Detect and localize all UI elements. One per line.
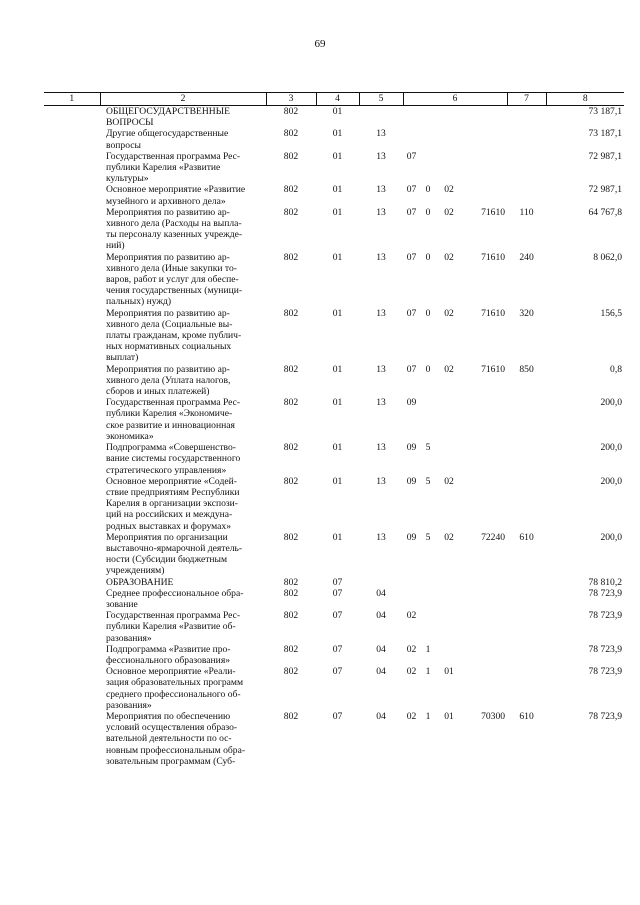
row-col-4: 01: [332, 442, 343, 454]
row-amount: 200,0: [600, 475, 623, 487]
row-col-7: [507, 442, 546, 476]
row-target-program: 09: [406, 442, 417, 454]
row-amount: 78 723,9: [588, 643, 623, 655]
row-target-subprogram: [420, 151, 436, 185]
row-col-4: 01: [332, 531, 343, 543]
row-target-subprogram: [420, 610, 436, 644]
row-amount: 200,0: [600, 531, 623, 543]
row-col-7: [507, 151, 546, 185]
row-amount: 72 987,1: [588, 184, 623, 196]
row-col-5: 04: [376, 643, 386, 655]
row-col-4: 07: [332, 710, 343, 722]
row-target-program: [403, 588, 420, 610]
row-target-program: 02: [406, 666, 417, 678]
row-target-event: [436, 644, 462, 666]
row-col-4: 01: [332, 150, 343, 162]
row-amount: 78 723,9: [588, 587, 623, 599]
row-col-7: [507, 588, 546, 610]
row-target-event: 02: [444, 251, 454, 263]
row-target-event: 02: [444, 184, 454, 196]
row-col-7: 110: [519, 206, 534, 218]
row-target-code: [462, 610, 507, 644]
row-col-7: [507, 610, 546, 644]
row-target-subprogram: [420, 577, 436, 588]
row-col-7: 320: [519, 307, 534, 319]
row-col-7: 610: [519, 710, 534, 722]
row-name: Среднее профессиональное обра- зование: [106, 587, 244, 610]
row-col-5: 13: [376, 150, 386, 162]
row-target-event: [436, 106, 462, 129]
row-target-code: [462, 397, 507, 442]
row-target-code: [462, 476, 507, 532]
row-target-program: 07: [406, 307, 417, 319]
row-target-program: 07: [406, 251, 417, 263]
row-col-5: 04: [376, 710, 386, 722]
row-target-subprogram: [420, 128, 436, 150]
row-col-3: 802: [283, 442, 299, 454]
row-target-code: [462, 151, 507, 185]
header-col-1: 1: [44, 93, 100, 106]
row-target-program: 02: [406, 643, 417, 655]
row-target-program: 07: [406, 363, 417, 375]
row-target-program: 07: [406, 206, 417, 218]
row-target-code: [462, 577, 507, 588]
row-amount: 0,8: [610, 363, 623, 375]
row-col-7: [507, 644, 546, 666]
row-target-event: [436, 610, 462, 644]
table-header-row: [44, 93, 624, 106]
table-row: [44, 151, 624, 185]
row-target-program: 09: [406, 397, 417, 409]
row-target-program: [403, 128, 420, 150]
table-row: [44, 184, 624, 206]
row-col-3: 802: [283, 307, 299, 319]
row-target-program: 02: [406, 610, 417, 622]
row-target-event: [436, 151, 462, 185]
row-amount: 8 062,0: [593, 251, 623, 263]
header-col-3: 3: [266, 93, 316, 106]
table-row: [44, 532, 624, 577]
row-target-subprogram: 1: [425, 643, 431, 655]
row-col-7: [507, 577, 546, 588]
row-amount: 78 723,9: [588, 610, 623, 622]
row-col-3: 802: [283, 643, 299, 655]
row-col-4: 01: [332, 363, 343, 375]
table-row: [44, 252, 624, 308]
row-target-code: 71610: [481, 307, 506, 319]
row-name: Подпрограмма «Развитие про- фессионального образования»: [106, 643, 231, 666]
row-target-subprogram: 1: [425, 666, 431, 678]
row-col-7: 240: [519, 251, 534, 263]
row-col-4: 07: [332, 643, 343, 655]
row-target-subprogram: 5: [425, 442, 431, 454]
table-row: [44, 442, 624, 476]
row-name: Мероприятия по развитию ар- хивного дела (Уплата налогов, сборов и иных платежей): [106, 363, 231, 398]
row-col-3: 802: [283, 363, 299, 375]
row-amount: 64 767,8: [588, 206, 623, 218]
row-target-code: [462, 666, 507, 711]
row-target-code: 71610: [481, 206, 506, 218]
row-target-event: [436, 442, 462, 476]
row-amount: 156,5: [600, 307, 623, 319]
row-col-5: 13: [376, 184, 386, 196]
row-col-4: 01: [332, 397, 343, 409]
row-target-program: 09: [406, 475, 417, 487]
row-col-3: 802: [283, 610, 299, 622]
row-name: Другие общегосударственные вопросы: [106, 128, 229, 151]
header-col-4: 4: [316, 93, 359, 106]
row-col-7: [507, 106, 546, 129]
table-row: [44, 711, 624, 767]
row-target-program: 09: [406, 531, 417, 543]
row-col-3: 802: [283, 150, 299, 162]
row-col-7: 610: [519, 531, 534, 543]
row-col-4: 07: [332, 587, 343, 599]
row-col-5: 13: [376, 251, 386, 263]
row-target-subprogram: 0: [425, 307, 431, 319]
row-col-5: [359, 106, 403, 129]
row-amount: 78 810,2: [588, 576, 623, 588]
row-col-4: 01: [332, 307, 343, 319]
row-target-subprogram: 0: [425, 251, 431, 263]
row-target-event: 02: [444, 475, 454, 487]
table-row: [44, 476, 624, 532]
row-target-code: [462, 184, 507, 206]
row-col-7: [507, 397, 546, 442]
row-target-event: [436, 128, 462, 150]
row-name: Государственная программа Рес- публики Карелия «Экономиче- ское развитие и инновационная экономика»: [106, 397, 241, 442]
row-col-5: 13: [376, 442, 386, 454]
table-row: [44, 644, 624, 666]
row-target-event: 02: [444, 307, 454, 319]
row-target-event: 02: [444, 531, 454, 543]
row-target-program: [403, 106, 420, 129]
row-col-7: [507, 666, 546, 711]
row-col-3: 802: [283, 576, 299, 588]
row-col-5: [359, 577, 403, 588]
row-col-3: 802: [283, 531, 299, 543]
header-col-2: 2: [100, 93, 266, 106]
row-target-program: 07: [406, 184, 417, 196]
row-col-3: 802: [283, 666, 299, 678]
row-target-event: 02: [444, 206, 454, 218]
row-target-event: 02: [444, 363, 454, 375]
row-col-5: 04: [376, 610, 386, 622]
row-name: Государственная программа Рес- публики Карелия «Развитие об- разования»: [106, 610, 241, 644]
row-target-subprogram: 0: [425, 363, 431, 375]
row-col-4: 01: [332, 184, 343, 196]
row-amount: 78 723,9: [588, 710, 623, 722]
row-target-event: [436, 588, 462, 610]
row-col-4: 07: [332, 610, 343, 622]
row-col-4: 01: [332, 251, 343, 263]
table-row: [44, 308, 624, 364]
row-target-subprogram: 5: [425, 475, 431, 487]
row-name: Мероприятия по развитию ар- хивного дела (Иные закупки то- варов, работ и услуг для обеспе- чения государственных (муници- пальных) нужд): [106, 251, 243, 308]
row-col-5: 13: [376, 397, 386, 409]
row-col-4: 01: [332, 128, 343, 140]
page-number: 69: [314, 38, 326, 50]
row-target-program: 07: [406, 150, 417, 162]
budget-table: [44, 92, 624, 767]
row-col-3: 802: [283, 710, 299, 722]
row-target-program: [403, 577, 420, 588]
table-row: [44, 128, 624, 150]
row-col-5: 13: [376, 307, 386, 319]
row-target-subprogram: 0: [425, 206, 431, 218]
table-row: [44, 397, 624, 442]
row-target-subprogram: [420, 397, 436, 442]
row-col-4: 01: [332, 106, 343, 117]
row-target-code: 72240: [481, 531, 506, 543]
row-target-program: 02: [406, 710, 417, 722]
row-col-3: 802: [283, 106, 299, 117]
row-name: Подпрограмма «Совершенство- вание системы государственного стратегического управления»: [106, 442, 241, 476]
header-col-5: 5: [359, 93, 403, 106]
row-target-subprogram: 1: [425, 710, 431, 722]
row-col-4: 07: [332, 666, 343, 678]
row-col-3: 802: [283, 206, 299, 218]
table-body: [44, 106, 624, 767]
row-col-5: 13: [376, 531, 386, 543]
row-target-subprogram: 5: [425, 531, 431, 543]
table-row: [44, 577, 624, 588]
row-col-7: 850: [519, 363, 534, 375]
row-col-4: 07: [332, 576, 343, 588]
row-name: Основное мероприятие «Развитие музейного и архивного дела»: [106, 184, 246, 207]
row-col-5: 04: [376, 666, 386, 678]
table-row: [44, 364, 624, 398]
table-row: [44, 610, 624, 644]
row-target-code: 70300: [481, 710, 506, 722]
row-col-5: 13: [376, 128, 386, 140]
table-row: [44, 207, 624, 252]
header-col-8: 8: [546, 93, 624, 106]
row-amount: 200,0: [600, 442, 623, 454]
row-name: Основное мероприятие «Содей- ствие предприятиям Республики Карелия в организации экспози- ций на российских и междуна- родных выставках и форумах»: [106, 475, 240, 532]
row-amount: 73 187,1: [588, 106, 623, 117]
row-target-code: [462, 106, 507, 129]
row-col-5: 13: [376, 363, 386, 375]
header-col-7: 7: [507, 93, 546, 106]
header-col-6: 6: [403, 93, 507, 106]
table-row: [44, 106, 624, 129]
row-col-3: 802: [283, 128, 299, 140]
row-col-3: 802: [283, 184, 299, 196]
row-target-code: [462, 588, 507, 610]
row-col-7: [507, 184, 546, 206]
row-col-5: 13: [376, 206, 386, 218]
row-target-event: 01: [444, 710, 454, 722]
row-name: Мероприятия по обеспечению условий осуществления образо- вательной деятельности по ос- новным профессиональным обра- зовательным программам (Суб-: [106, 710, 246, 767]
row-name: ОБРАЗОВАНИЕ: [106, 576, 174, 588]
row-target-event: [436, 577, 462, 588]
row-target-event: [436, 397, 462, 442]
row-col-3: 802: [283, 251, 299, 263]
row-col-3: 802: [283, 397, 299, 409]
row-col-5: 13: [376, 475, 386, 487]
row-target-code: [462, 644, 507, 666]
row-col-5: 04: [376, 587, 386, 599]
row-target-event: 01: [444, 666, 454, 678]
row-name: Мероприятия по развитию ар- хивного дела (Расходы на выпла- ты персоналу казенных учрежде- ний): [106, 206, 243, 252]
row-name: Мероприятия по развитию ар- хивного дела (Социальные вы- платы гражданам, кроме публич- ных нормативных социальных выплат): [106, 307, 242, 364]
row-col-3: 802: [283, 475, 299, 487]
row-amount: 200,0: [600, 397, 623, 409]
row-target-code: [462, 442, 507, 476]
row-col-7: [507, 476, 546, 532]
row-target-subprogram: [420, 588, 436, 610]
row-target-code: 71610: [481, 251, 506, 263]
row-target-code: 71610: [481, 363, 506, 375]
row-col-4: 01: [332, 475, 343, 487]
row-amount: 72 987,1: [588, 150, 623, 162]
row-name: Мероприятия по организации выставочно-ярмарочной деятель- ности (Субсидии бюджетным учреждениям): [106, 531, 243, 577]
row-target-code: [462, 128, 507, 150]
row-col-3: 802: [283, 587, 299, 599]
row-amount: 73 187,1: [588, 128, 623, 140]
table-row: [44, 666, 624, 711]
row-name: Государственная программа Рес- публики Карелия «Развитие культуры»: [106, 150, 241, 185]
row-col-7: [507, 128, 546, 150]
row-name: Основное мероприятие «Реали- зация образовательных программ среднего профессионального об- разования»: [106, 666, 244, 711]
row-target-subprogram: 0: [425, 184, 431, 196]
row-amount: 78 723,9: [588, 666, 623, 678]
row-col-4: 01: [332, 206, 343, 218]
table-row: [44, 588, 624, 610]
row-target-subprogram: [420, 106, 436, 129]
row-name: ОБЩЕГОСУДАРСТВЕННЫЕ ВОПРОСЫ: [106, 106, 230, 129]
